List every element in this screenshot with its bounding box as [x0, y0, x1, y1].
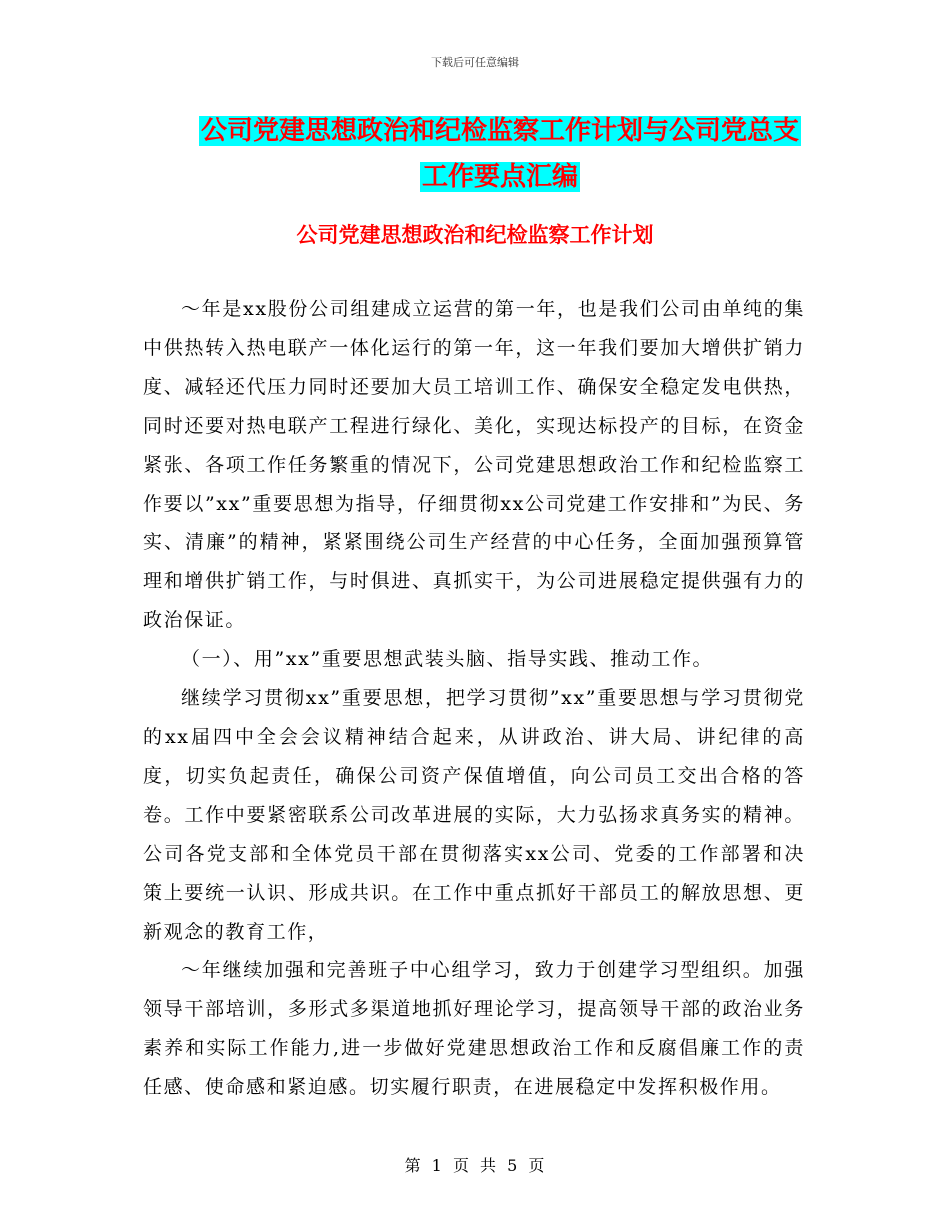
page-number: 第 1 页 共 5 页: [404, 1156, 546, 1175]
header-note: 下载后可任意编辑: [431, 56, 519, 69]
section-title: 公司党建思想政治和纪检监察工作计划: [296, 223, 654, 247]
document-title: [150, 108, 850, 200]
paragraph: 继续学习贯彻xx”重要思想，把学习贯彻”xx”重要思想与学习贯彻党的xx届四中全会会议精神结合起来，从讲政治、讲大局、讲纪律的高度，切实负起责任，确保公司资产保值增值，向公司员工交出合格的答卷。工作中要紧密联系公司改革进展的实际，大力弘扬求真务实的精神。公司各党支部和全体党员干部在贯彻落实xx公司、党委的工作部署和决策上要统一认识、形成共识。在工作中重点抓好干部员工的解放思想、更新观念的教育工作，: [143, 687, 805, 943]
document-title-line-1: 公司党建思想政治和纪检监察工作计划与公司党总支: [200, 116, 799, 146]
body-text: [143, 290, 805, 1107]
paragraph: ～年继续加强和完善班子中心组学习，致力于创建学习型组织。加强领导干部培训，多形式多渠道地抓好理论学习，提高领导干部的政治业务素养和实际工作能力,进一步做好党建思想政治工作和反腐倡廉工作的责任感、使命感和紧迫感。切实履行职责，在进展稳定中发挥积极作用。: [143, 959, 805, 1099]
paragraph: ～年是xx股份公司组建成立运营的第一年，也是我们公司由单纯的集中供热转入热电联产一体化运行的第一年，这一年我们要加大增供扩销力度、减轻还代压力同时还要加大员工培训工作、确保安全稳定发电供热，同时还要对热电联产工程进行绿化、美化，实现达标投产的目标，在资金紧张、各项工作任务繁重的情况下，公司党建思想政治工作和纪检监察工作要以”xx”重要思想为指导，仔细贯彻xx公司党建工作安排和”为民、务实、清廉”的精神，紧紧围绕公司生产经营的中心任务，全面加强预算管理和增供扩销工作，与时俱进、真抓实干，为公司进展稳定提供强有力的政治保证。: [143, 298, 805, 632]
document-title-line-2: 工作要点汇编: [421, 162, 578, 192]
paragraph: （一）、用”xx”重要思想武装头脑、指导实践、推动工作。: [181, 648, 714, 671]
